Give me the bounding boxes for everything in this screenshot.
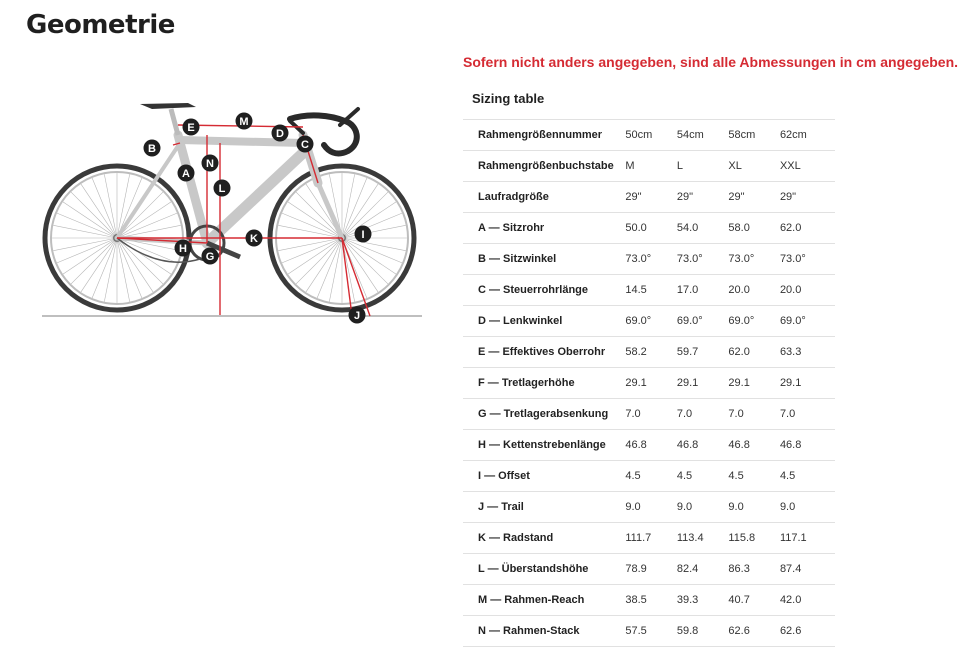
table-cell: 39.3 bbox=[677, 585, 729, 616]
table-cell: 7.0 bbox=[677, 399, 729, 430]
marker-c bbox=[297, 136, 314, 153]
table-cell: 69.0° bbox=[625, 306, 677, 337]
table-cell: 62.6 bbox=[780, 616, 835, 647]
table-cell: 59.8 bbox=[677, 616, 729, 647]
table-row bbox=[463, 337, 835, 368]
table-cell: 29" bbox=[728, 182, 780, 213]
table-row bbox=[463, 306, 835, 337]
table-row bbox=[463, 492, 835, 523]
table-cell: 14.5 bbox=[625, 275, 677, 306]
table-row bbox=[463, 213, 835, 244]
marker-l bbox=[214, 180, 231, 197]
row-label: I — Offset bbox=[463, 461, 625, 492]
svg-text:H: H bbox=[179, 243, 187, 255]
table-cell: 40.7 bbox=[728, 585, 780, 616]
svg-text:C: C bbox=[301, 139, 309, 151]
sizing-table bbox=[463, 119, 835, 647]
row-label: A — Sitzrohr bbox=[463, 213, 625, 244]
marker-g bbox=[202, 248, 219, 265]
table-cell: 7.0 bbox=[625, 399, 677, 430]
marker-b bbox=[144, 140, 161, 157]
svg-text:B: B bbox=[148, 143, 156, 155]
table-cell: 29.1 bbox=[780, 368, 835, 399]
table-cell: 62.0 bbox=[780, 213, 835, 244]
svg-text:G: G bbox=[205, 251, 215, 263]
table-cell: 46.8 bbox=[728, 430, 780, 461]
table-cell: 9.0 bbox=[780, 492, 835, 523]
table-cell: 29" bbox=[780, 182, 835, 213]
table-cell: 29" bbox=[625, 182, 677, 213]
table-row bbox=[463, 120, 835, 151]
marker-j bbox=[349, 307, 366, 324]
table-row bbox=[463, 554, 835, 585]
table-cell: 46.8 bbox=[625, 430, 677, 461]
table-cell: 57.5 bbox=[625, 616, 677, 647]
table-cell: 46.8 bbox=[677, 430, 729, 461]
table-cell: 50cm bbox=[625, 120, 677, 151]
row-label: L — Überstandshöhe bbox=[463, 554, 625, 585]
table-cell: 50.0 bbox=[625, 213, 677, 244]
table-cell: 86.3 bbox=[728, 554, 780, 585]
table-cell: 9.0 bbox=[728, 492, 780, 523]
table-cell: 62.6 bbox=[728, 616, 780, 647]
table-cell: 7.0 bbox=[728, 399, 780, 430]
table-cell: 4.5 bbox=[780, 461, 835, 492]
bike-geometry-diagram bbox=[40, 95, 430, 330]
table-row bbox=[463, 585, 835, 616]
svg-text:M: M bbox=[239, 116, 249, 128]
table-cell: 54.0 bbox=[677, 213, 729, 244]
table-cell: 73.0° bbox=[728, 244, 780, 275]
svg-text:K: K bbox=[250, 233, 258, 245]
row-label: G — Tretlagerabsenkung bbox=[463, 399, 625, 430]
marker-d bbox=[272, 125, 289, 142]
svg-text:N: N bbox=[206, 158, 214, 170]
marker-h bbox=[175, 240, 192, 257]
row-label: J — Trail bbox=[463, 492, 625, 523]
row-label: C — Steuerrohrlänge bbox=[463, 275, 625, 306]
row-label: Laufradgröße bbox=[463, 182, 625, 213]
table-cell: M bbox=[625, 151, 677, 182]
table-cell: 4.5 bbox=[677, 461, 729, 492]
table-cell: 42.0 bbox=[780, 585, 835, 616]
table-cell: 63.3 bbox=[780, 337, 835, 368]
svg-text:A: A bbox=[182, 168, 190, 180]
table-cell: 115.8 bbox=[728, 523, 780, 554]
table-cell: 58.2 bbox=[625, 337, 677, 368]
table-cell: 58.0 bbox=[728, 213, 780, 244]
table-row bbox=[463, 461, 835, 492]
table-cell: 73.0° bbox=[625, 244, 677, 275]
table-cell: 62cm bbox=[780, 120, 835, 151]
table-cell: 17.0 bbox=[677, 275, 729, 306]
table-row bbox=[463, 182, 835, 213]
table-cell: 78.9 bbox=[625, 554, 677, 585]
row-label: F — Tretlagerhöhe bbox=[463, 368, 625, 399]
table-cell: 46.8 bbox=[780, 430, 835, 461]
table-row bbox=[463, 430, 835, 461]
table-row bbox=[463, 368, 835, 399]
svg-text:I: I bbox=[361, 229, 365, 241]
table-row bbox=[463, 523, 835, 554]
table-cell: 54cm bbox=[677, 120, 729, 151]
row-label: Rahmengrößenbuchstabe bbox=[463, 151, 625, 182]
row-label: N — Rahmen-Stack bbox=[463, 616, 625, 647]
table-cell: 4.5 bbox=[728, 461, 780, 492]
table-cell: 117.1 bbox=[780, 523, 835, 554]
table-cell: 111.7 bbox=[625, 523, 677, 554]
table-cell: 20.0 bbox=[728, 275, 780, 306]
marker-m bbox=[236, 113, 253, 130]
marker-n bbox=[202, 155, 219, 172]
table-cell: 62.0 bbox=[728, 337, 780, 368]
table-row bbox=[463, 244, 835, 275]
sizing-table-title: Sizing table bbox=[472, 91, 545, 106]
page-title: Geometrie bbox=[26, 10, 175, 40]
table-cell: 38.5 bbox=[625, 585, 677, 616]
table-cell: 7.0 bbox=[780, 399, 835, 430]
table-cell: 29.1 bbox=[625, 368, 677, 399]
row-label: H — Kettenstrebenlänge bbox=[463, 430, 625, 461]
table-cell: 113.4 bbox=[677, 523, 729, 554]
table-cell: XL bbox=[728, 151, 780, 182]
row-label: K — Radstand bbox=[463, 523, 625, 554]
table-cell: 73.0° bbox=[780, 244, 835, 275]
row-label: B — Sitzwinkel bbox=[463, 244, 625, 275]
table-row bbox=[463, 399, 835, 430]
units-note: Sofern nicht anders angegeben, sind alle Abmessungen in cm angegeben. bbox=[463, 54, 959, 70]
svg-text:J: J bbox=[353, 310, 361, 322]
row-label: Rahmengrößennummer bbox=[463, 120, 625, 151]
marker-a bbox=[178, 165, 195, 182]
marker-i bbox=[355, 226, 372, 243]
table-cell: 9.0 bbox=[677, 492, 729, 523]
table-row bbox=[463, 616, 835, 647]
table-cell: 58cm bbox=[728, 120, 780, 151]
table-cell: 20.0 bbox=[780, 275, 835, 306]
table-cell: 4.5 bbox=[625, 461, 677, 492]
table-cell: 9.0 bbox=[625, 492, 677, 523]
table-row bbox=[463, 151, 835, 182]
table-cell: 87.4 bbox=[780, 554, 835, 585]
table-cell: L bbox=[677, 151, 729, 182]
row-label: E — Effektives Oberrohr bbox=[463, 337, 625, 368]
table-cell: 69.0° bbox=[780, 306, 835, 337]
row-label: M — Rahmen-Reach bbox=[463, 585, 625, 616]
table-cell: 69.0° bbox=[677, 306, 729, 337]
svg-text:L: L bbox=[218, 183, 226, 195]
table-cell: 59.7 bbox=[677, 337, 729, 368]
table-cell: 29" bbox=[677, 182, 729, 213]
table-cell: 73.0° bbox=[677, 244, 729, 275]
row-label: D — Lenkwinkel bbox=[463, 306, 625, 337]
table-cell: 82.4 bbox=[677, 554, 729, 585]
table-cell: 69.0° bbox=[728, 306, 780, 337]
table-cell: 29.1 bbox=[728, 368, 780, 399]
svg-text:D: D bbox=[276, 128, 284, 140]
marker-k bbox=[246, 230, 263, 247]
table-cell: 29.1 bbox=[677, 368, 729, 399]
table-row bbox=[463, 275, 835, 306]
marker-e bbox=[183, 119, 200, 136]
table-cell: XXL bbox=[780, 151, 835, 182]
svg-text:E: E bbox=[187, 122, 195, 134]
